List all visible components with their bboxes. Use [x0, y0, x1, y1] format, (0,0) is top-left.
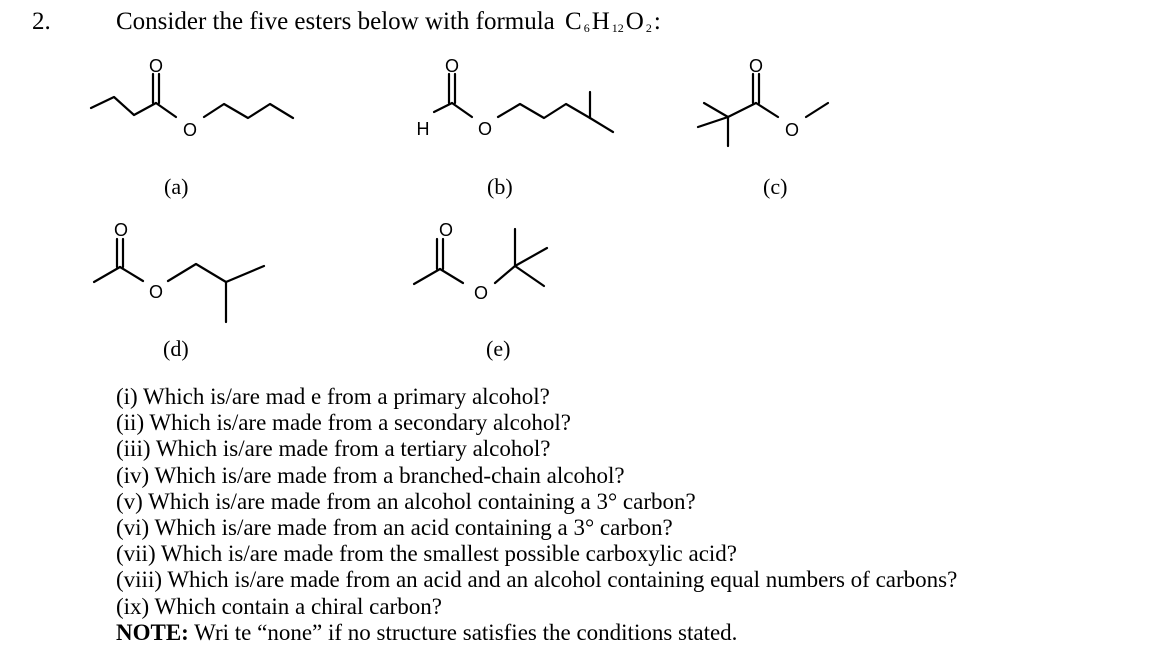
atom-oxygen: O	[473, 283, 489, 303]
atom-oxygen: O	[444, 56, 460, 76]
question-item: (vii) Which is/are made from the smallest possible carboxylic acid?	[116, 541, 738, 567]
question-number: 2.	[32, 8, 51, 35]
formula-colon: :	[653, 8, 661, 35]
structure-label-d: (d)	[163, 336, 189, 361]
structure-e	[414, 220, 547, 303]
question-item: (vi) Which is/are made from an acid containing a 3° carbon?	[116, 515, 673, 541]
atom-oxygen: O	[438, 220, 454, 240]
structure-label-c: (c)	[763, 174, 788, 199]
structure-c	[698, 56, 828, 146]
note-label: NOTE:	[116, 619, 189, 645]
atom-oxygen: O	[748, 56, 764, 76]
structure-b	[417, 56, 614, 139]
atom-oxygen: O	[148, 56, 164, 76]
structure-label-a: (a)	[164, 174, 189, 199]
atom-hydrogen: H	[416, 119, 430, 139]
structure-label-b: (b)	[487, 174, 513, 199]
note	[116, 620, 957, 646]
question-item: (iii) Which is/are made from a tertiary alcohol?	[116, 436, 551, 462]
atom-oxygen: O	[113, 220, 129, 240]
formula-carbon-count: 6	[583, 21, 590, 35]
question-item: (viii) Which is/are made from an acid and an alcohol containing equal numbers of carbons?	[116, 567, 958, 593]
formula-oxygen-count: 2	[645, 21, 652, 35]
question-list	[116, 384, 957, 646]
question-item: (iv) Which is/are made from a branched-chain alcohol?	[116, 462, 625, 488]
formula-oxygen: O	[625, 8, 644, 35]
formula-carbon: C	[565, 8, 582, 35]
question-item: (i) Which is/are mad e from a primary alcohol?	[116, 384, 550, 409]
structure-label-e: (e)	[486, 336, 511, 361]
formula-hydrogen: H	[591, 8, 610, 35]
structure-d	[94, 220, 264, 322]
question-item: (ix) Which contain a chiral carbon?	[116, 593, 442, 619]
intro-text: Consider the five esters below with formula	[116, 8, 555, 35]
atom-oxygen: O	[784, 120, 800, 140]
question-item: (v) Which is/are made from an alcohol containing a 3° carbon?	[116, 488, 696, 514]
note-text: Wri te “none” if no structure satisfies the conditions stated.	[188, 619, 738, 645]
atom-oxygen: O	[477, 119, 493, 139]
atom-oxygen: O	[148, 282, 164, 302]
atom-oxygen: O	[182, 120, 198, 140]
question-item: (ii) Which is/are made from a secondary alcohol?	[116, 410, 571, 436]
formula-hydrogen-count: 12	[611, 21, 624, 35]
structure-a	[91, 56, 293, 140]
